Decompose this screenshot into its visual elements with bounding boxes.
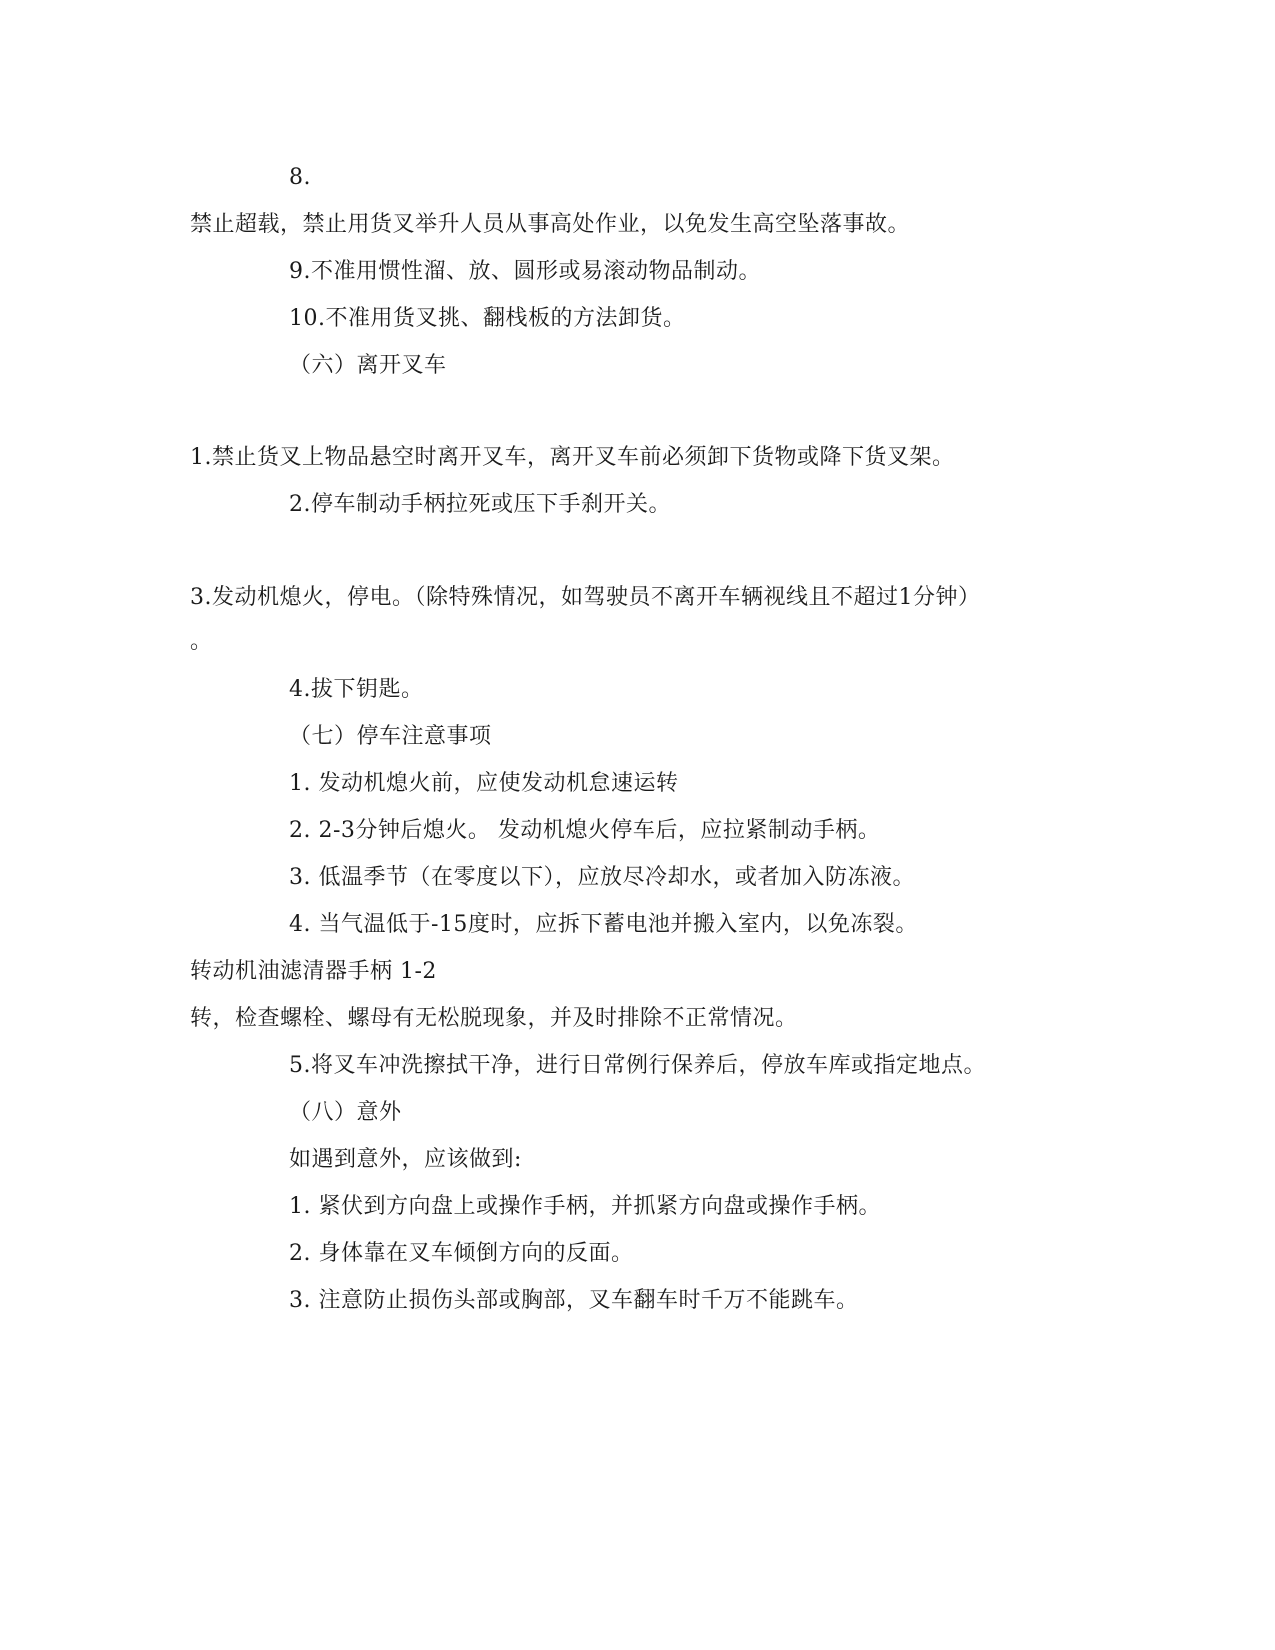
parking-note-line-1: 转动机油滤清器手柄 1-2	[190, 959, 437, 984]
section-heading-leaving: （六）离开叉车	[289, 353, 447, 378]
section-heading-accident: （八）意外	[289, 1100, 402, 1125]
item-9: 9.不准用惯性溜、放、圆形或易滚动物品制动。	[289, 259, 761, 284]
leaving-item-2: 2.停车制动手柄拉死或压下手刹开关。	[289, 492, 671, 517]
parking-item-5: 5.将叉车冲洗擦拭干净，进行日常例行保养后，停放车库或指定地点。	[289, 1053, 986, 1078]
leaving-item-4: 4.拔下钥匙。	[289, 677, 424, 702]
parking-item-4: 4. 当气温低于-15度时，应拆下蓄电池并搬入室内，以免冻裂。	[289, 912, 918, 937]
parking-note-line-2: 转，检查螺栓、螺母有无松脱现象，并及时排除不正常情况。	[190, 1006, 798, 1031]
parking-item-1: 1. 发动机熄火前，应使发动机怠速运转	[289, 771, 679, 796]
leaving-item-3: 3.发动机熄火，停电。（除特殊情况，如驾驶员不离开车辆视线且不超过1分钟）	[190, 585, 981, 610]
parking-item-3: 3. 低温季节（在零度以下），应放尽冷却水，或者加入防冻液。	[289, 865, 915, 890]
item-8-number: 8.	[289, 165, 311, 190]
accident-item-2: 2. 身体靠在叉车倾倒方向的反面。	[289, 1241, 634, 1266]
section-heading-parking: （七）停车注意事项	[289, 724, 492, 749]
parking-item-2: 2. 2-3分钟后熄火。 发动机熄火停车后，应拉紧制动手柄。	[289, 818, 881, 843]
accident-intro: 如遇到意外，应该做到:	[289, 1147, 522, 1172]
accident-item-1: 1. 紧伏到方向盘上或操作手柄，并抓紧方向盘或操作手柄。	[289, 1194, 881, 1219]
accident-item-3: 3. 注意防止损伤头部或胸部，叉车翻车时千万不能跳车。	[289, 1288, 859, 1313]
item-8-text: 禁止超载，禁止用货叉举升人员从事高处作业，以免发生高空坠落事故。	[190, 212, 911, 237]
leaving-item-1: 1.禁止货叉上物品悬空时离开叉车，离开叉车前必须卸下货物或降下货叉架。	[190, 445, 955, 470]
item-10: 10.不准用货叉挑、翻栈板的方法卸货。	[289, 306, 686, 331]
leaving-item-3-tail: 。	[190, 629, 213, 654]
